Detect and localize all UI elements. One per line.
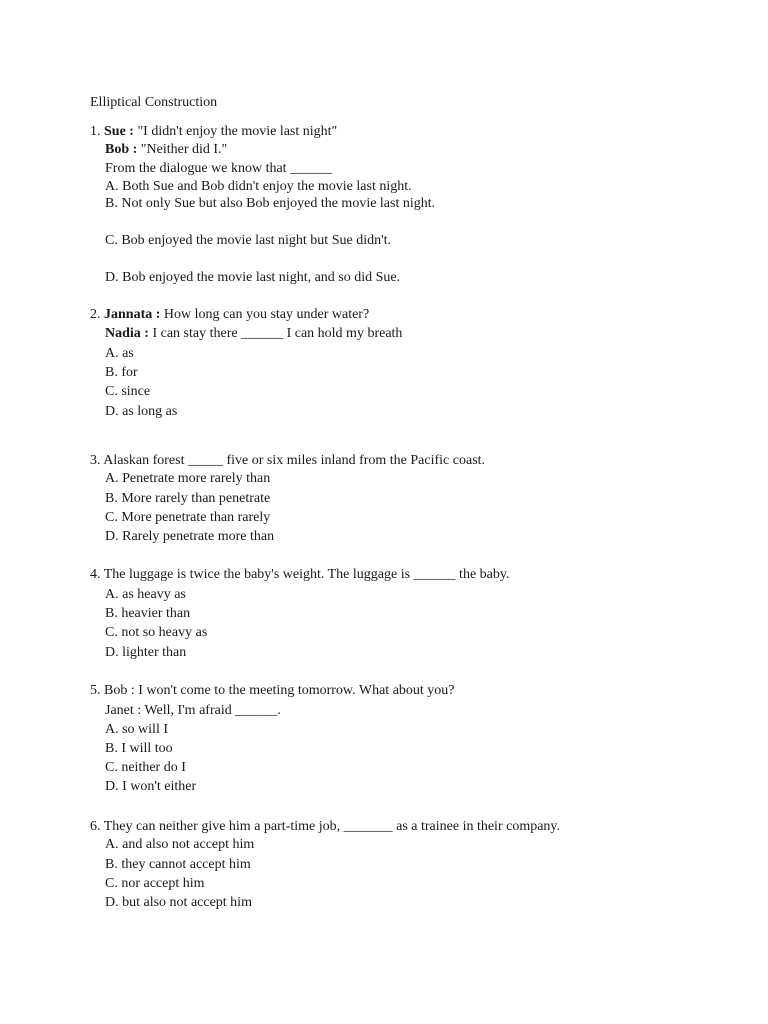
answer-option-b: B. Not only Sue but also Bob enjoyed the movie last night. [105,196,436,211]
question-5-row [90,683,455,699]
question-number: 6. [90,819,101,834]
answer-option-a: A. so will I [105,722,168,737]
answer-option-b: B. I will too [105,741,173,756]
question-stem: Alaskan forest _____ five or six miles inland from the Pacific coast. [103,453,486,468]
answer-option-b: B. More rarely than penetrate [105,491,271,506]
question-number: 3. [90,453,101,468]
question-number: 2. [90,307,101,322]
question-1-bob-row [105,142,227,158]
dialogue-line: I can stay there ______ I can hold my breath [152,326,403,341]
dialogue-line: "Neither did I." [140,142,228,157]
question-stem: The luggage is twice the baby's weight. The luggage is ______ the baby. [103,567,510,582]
question-stem: They can neither give him a part-time job, _______ as a trainee in their company. [103,819,561,834]
answer-option-c: C. nor accept him [105,876,205,891]
speaker-sue: Sue : [104,124,134,139]
answer-option-d: D. but also not accept him [105,895,252,910]
dialogue-line: How long can you stay under water? [163,307,370,322]
question-2-nadia-row [105,326,402,342]
answer-option-a: A. as [105,346,134,361]
speaker-nadia: Nadia : [105,326,149,341]
answer-option-a: A. as heavy as [105,587,186,602]
answer-option-c: C. neither do I [105,760,186,775]
question-number: 4. [90,567,101,582]
speaker-jannata: Jannata : [104,307,161,322]
question-stem: Bob : I won't come to the meeting tomorrow. What about you? [104,683,455,698]
dialogue-line: Janet : Well, I'm afraid ______. [105,703,281,718]
answer-option-c: C. not so heavy as [105,625,208,640]
answer-option-c: C. Bob enjoyed the movie last night but Sue didn't. [105,233,392,248]
question-number: 5. [90,683,101,698]
answer-option-b: B. heavier than [105,606,191,621]
question-stem: From the dialogue we know that ______ [105,161,333,176]
question-3-row [90,453,485,469]
answer-option-a: A. Penetrate more rarely than [105,471,271,486]
document-title: Elliptical Construction [90,95,218,110]
question-4-row [90,567,509,583]
question-6-row [90,819,560,835]
question-2-row [90,307,369,323]
answer-option-b: B. they cannot accept him [105,857,251,872]
answer-option-a: A. Both Sue and Bob didn't enjoy the movie last night. [105,179,412,194]
answer-option-c: C. More penetrate than rarely [105,510,271,525]
answer-option-b: B. for [105,365,138,380]
answer-option-d: D. I won't either [105,779,197,794]
answer-option-c: C. since [105,384,151,399]
answer-option-d: D. lighter than [105,645,187,660]
speaker-bob: Bob : [105,142,138,157]
answer-option-d: D. Bob enjoyed the movie last night, and so did Sue. [105,270,401,285]
question-1-row [90,124,337,140]
answer-option-d: D. as long as [105,404,178,419]
answer-option-d: D. Rarely penetrate more than [105,529,275,544]
dialogue-line: "I didn't enjoy the movie last night" [137,124,338,139]
answer-option-a: A. and also not accept him [105,837,255,852]
question-number: 1. [90,124,101,139]
